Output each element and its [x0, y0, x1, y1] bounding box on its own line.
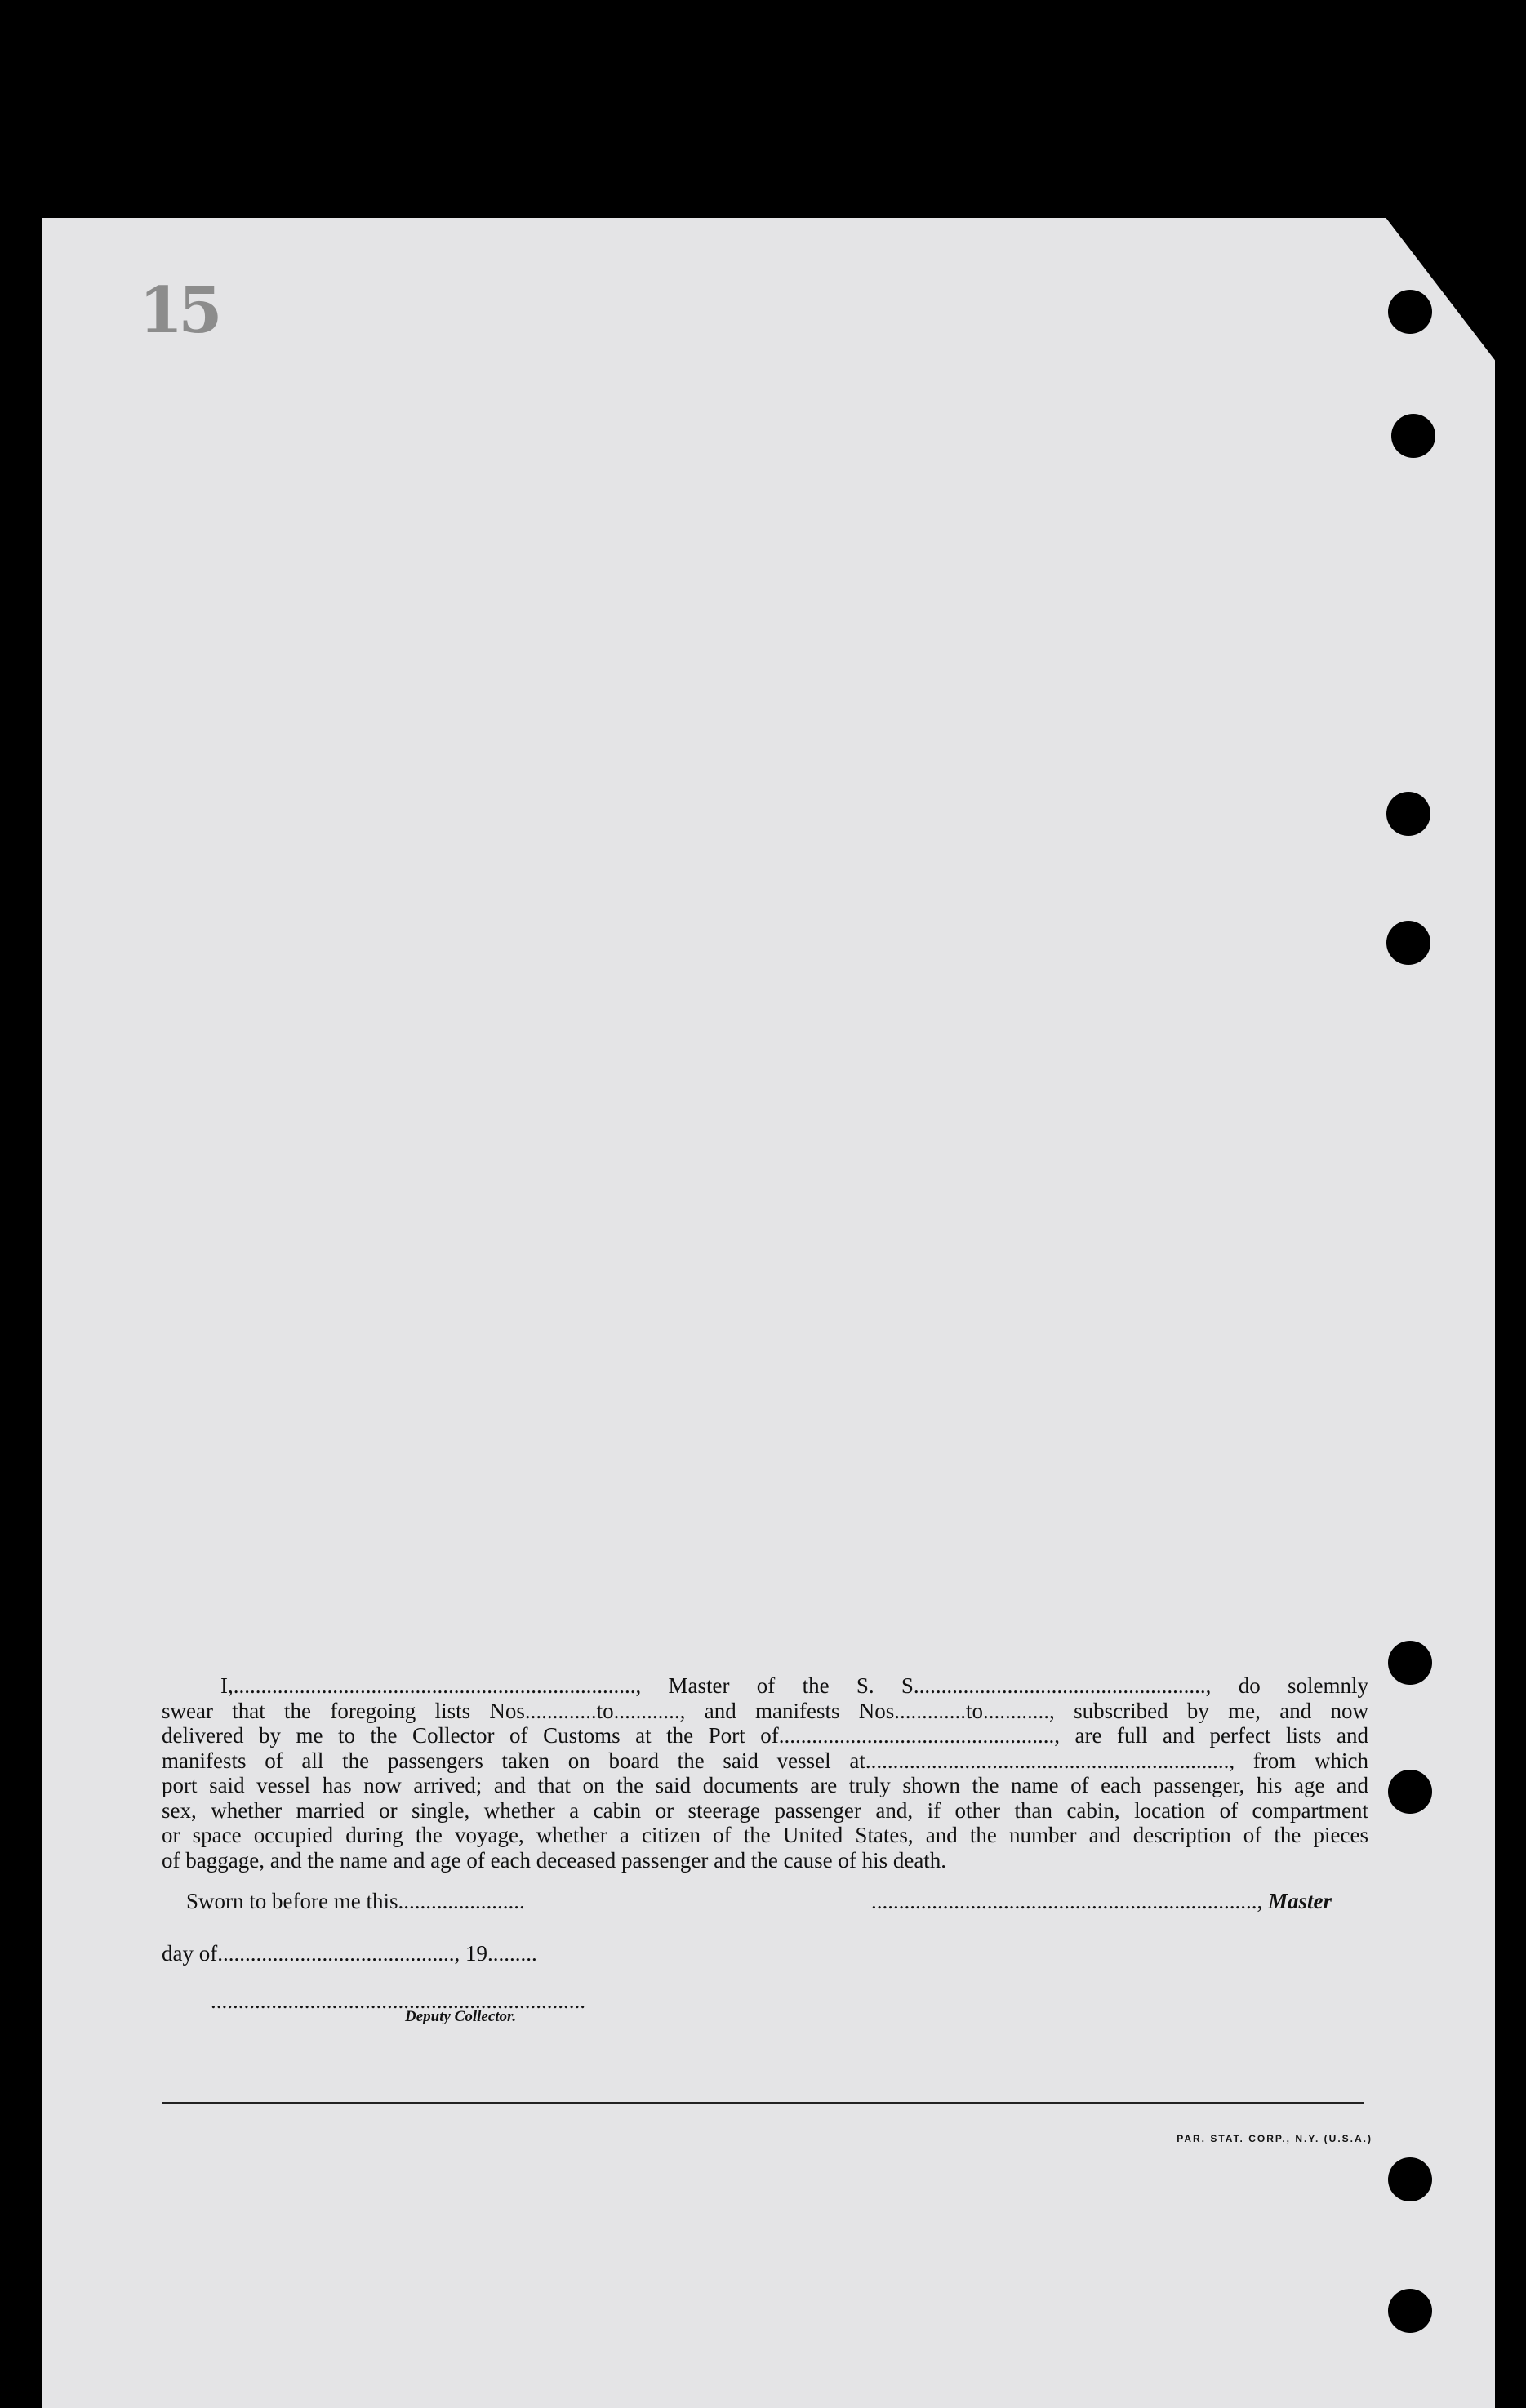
printer-imprint: PAR. STAT. CORP., N.Y. (U.S.A.) [1177, 2133, 1373, 2144]
master-label: Master [1268, 1889, 1332, 1913]
punch-hole [1391, 414, 1435, 458]
punch-hole [1388, 290, 1432, 334]
oath-line: sex, whether married or single, whether a cabin or steerage passenger and, if other than cabin, location of compartment [162, 1797, 1368, 1823]
oath-line: of baggage, and the name and age of each deceased passenger and the cause of his death. [162, 1847, 947, 1873]
punch-hole [1386, 792, 1430, 836]
punch-hole [1388, 1770, 1432, 1814]
oath-line: port said vessel has now arrived; and that on the said documents are truly shown the name of each passenger, his age and [162, 1773, 1368, 1797]
oath-line: I,........................................................................., Master of the S. S....................................................., do solemnly [220, 1673, 1368, 1698]
master-signature-blank: ......................................................................, [871, 1889, 1263, 1913]
day-line: day of..........................................., 19......... [162, 1941, 537, 1966]
punch-hole [1388, 2289, 1432, 2333]
oath-paragraph [162, 1673, 1368, 1873]
oath-line: swear that the foregoing lists Nos.............to............, and manifests Nos.............to............, subscribed by me, and now [162, 1698, 1368, 1723]
collector-signature-line: .................................................................... [211, 1988, 585, 2013]
punch-hole [1388, 2157, 1432, 2201]
sworn-line: Sworn to before me this....................... [186, 1889, 525, 1913]
page-number-stamp: 15 [139, 273, 218, 348]
oath-line: delivered by me to the Collector of Customs at the Port of.................................................., are full and perfect lists and [162, 1723, 1368, 1748]
master-signature-line [871, 1889, 1332, 1914]
oath-line: or space occupied during the voyage, whether a citizen of the United States, and the number and description of the pieces [162, 1823, 1368, 1847]
oath-line: manifests of all the passengers taken on board the said vessel at.................................................................., from which [162, 1748, 1368, 1773]
document-page [42, 218, 1495, 2408]
footer-rule [162, 2102, 1364, 2104]
deputy-collector-label: Deputy Collector. [405, 2008, 517, 2025]
punch-hole [1388, 1641, 1432, 1685]
punch-hole [1386, 921, 1430, 965]
